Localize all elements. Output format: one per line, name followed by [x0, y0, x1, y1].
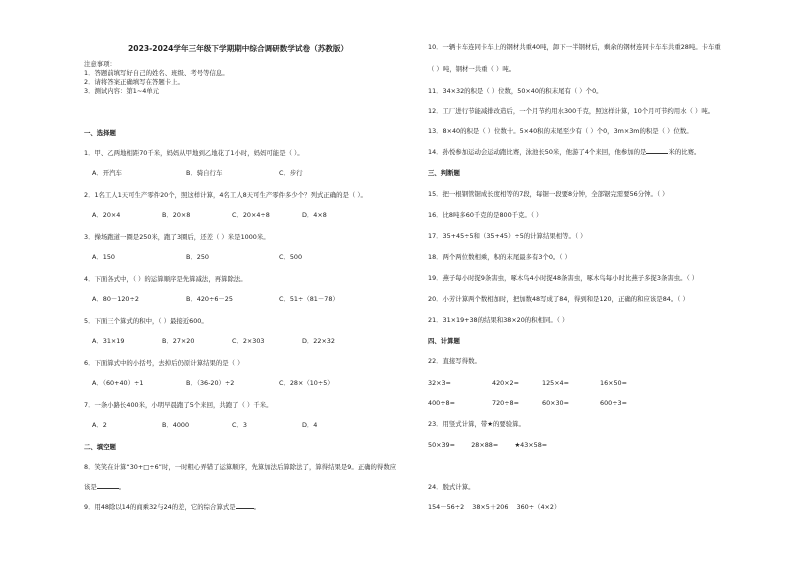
question-8-text: 该是	[84, 483, 97, 491]
option: B．20×8	[162, 211, 191, 219]
question-19: 19．燕子每小时捉9条害虫，啄木鸟4小时捉48条害虫，啄木鸟每小时比燕子多捉3条害虫。（ ）	[428, 274, 699, 282]
option: C．500	[279, 253, 303, 261]
question-7: 7．一条小路长400米，小明早晨跑了5个来回，共跑了（ ）千米。	[84, 401, 273, 409]
section-heading-fill: 二、填空题	[84, 443, 116, 451]
question-3: 3．操场跑道一圈是250米，跑了3圈后，还差（ ）米是1000米。	[84, 233, 270, 241]
question-24: 24．脱式计算。	[428, 483, 475, 491]
question-12: 12．工厂进行节能减排改造后，一个月节约用水300千克，照这样计算，10个月可节约用水（ ）吨。	[428, 107, 715, 115]
oral-calc-item: 60×30=	[542, 399, 569, 407]
question-10-cont: （ ）吨，钢材一共重（ ）吨。	[428, 65, 516, 73]
oral-calc-item: 16×50=	[600, 379, 627, 387]
question-16: 16．比8吨多60千克的是800千克。（ ）	[428, 211, 543, 219]
answer-blank[interactable]	[646, 153, 668, 154]
question-14-text: 14．孙悦参加运动会运动跑比赛，泳池长50米，他游了4个来回，他参加的是	[428, 148, 647, 156]
option: B．4000	[162, 421, 190, 429]
oral-calc-item: 720÷8=	[492, 399, 519, 407]
note-item: 3．测试内容：第1~4单元	[84, 87, 160, 95]
vertical-calc-items: 50×39= 28×88= ★43×58=	[428, 441, 548, 449]
question-22: 22．直接写得数。	[428, 357, 481, 365]
note-item: 1．答题前填写好自己的姓名、班级、考号等信息。	[84, 69, 229, 77]
question-20: 20．小芳计算两个数相加时，把加数48写成了84，得到和是120，正确的和应该是84。（ ）	[428, 295, 689, 303]
option: B．骑自行车	[186, 169, 223, 177]
option: A．（60+40）÷1	[92, 379, 144, 387]
option: C．3	[232, 421, 247, 429]
notes-heading: 注意事项：	[84, 60, 116, 68]
option: C．28×（10÷5）	[279, 379, 334, 387]
question-11: 11．34×32的积是（ ）位数，50×40的积末尾有（ ）个0。	[428, 87, 603, 95]
question-17: 17．35+45÷5和（35+45）÷5的计算结果相等。（ ）	[428, 232, 587, 240]
question-5: 5．下面三个算式的积中，（ ）最接近600。	[84, 317, 208, 325]
question-8: 8．笑笑在计算“30+□÷6”时，一时粗心弄错了运算顺序，先算加法后算除法了，算得结果是9。正确的得数应	[84, 463, 397, 471]
option: D．4	[302, 421, 318, 429]
question-14	[428, 149, 700, 157]
option: D．22×32	[302, 337, 335, 345]
question-14-end: 米的比赛。	[668, 148, 701, 156]
question-9-end: 。	[253, 503, 261, 511]
question-8-cont	[84, 484, 125, 492]
oral-calc-item: 420×2=	[492, 379, 519, 387]
option: B．（36-20）÷2	[186, 379, 235, 387]
question-13: 13．8×40的积是（ ）位数十。5×40积的末尾至少有（ ）个0，3m×3m的积是（ ）位数。	[428, 127, 693, 135]
section-heading-judge: 三、判断题	[428, 169, 460, 177]
option: C．51÷（81－78）	[279, 295, 339, 303]
oral-calc-item: 400÷8=	[428, 399, 455, 407]
question-10: 10．一辆卡车连同卡车上的钢材共重40吨，卸下一半钢材后，剩余的钢材连同卡车车共重28吨。卡车重	[428, 43, 721, 51]
option: C．2×303	[232, 337, 265, 345]
oral-calc-item: 600÷3=	[600, 399, 627, 407]
page-title: 2023-2024学年三年级下学期期中综合调研数学试卷（苏教版）	[128, 44, 349, 53]
question-18: 18．两个两位数相乘，积的末尾最多有3个0。（ ）	[428, 253, 571, 261]
answer-blank[interactable]	[97, 488, 119, 489]
oral-calc-item: 32×3=	[428, 379, 451, 387]
note-item: 2．请将答案正确填写在答题卡上。	[84, 78, 184, 86]
option: C．20×4÷8	[232, 211, 270, 219]
option: B．27×20	[162, 337, 195, 345]
question-23: 23．用竖式计算，带★的要验算。	[428, 420, 525, 428]
answer-blank[interactable]	[236, 508, 254, 509]
question-9	[84, 504, 260, 512]
option: A．开汽车	[92, 169, 122, 177]
question-15: 15．把一根钢管锯成长度相等的7段，每锯一段要8分钟，全部锯完需要56分钟。（ ）	[428, 190, 669, 198]
option: D．4×8	[302, 211, 327, 219]
section-heading-calc: 四、计算题	[428, 337, 460, 345]
section-heading-choice: 一、选择题	[84, 129, 116, 137]
option: A．150	[92, 253, 115, 261]
option: A．2	[92, 421, 107, 429]
question-21: 21．31×19+38的结果和38×20的积相同。（ ）	[428, 316, 569, 324]
question-8-end: 。	[118, 483, 126, 491]
question-9-text: 9．用48除以14的商乘32与24的差，它的综合算式是	[84, 503, 236, 511]
question-1: 1．甲、乙两地相距70千米，妈妈从甲地到乙地花了1小时，妈妈可能是（ ）。	[84, 149, 304, 157]
question-4: 4．下面各式中，（ ）的运算顺序是先算减法，再算除法。	[84, 275, 247, 283]
option: B．420÷6－25	[186, 295, 233, 303]
question-2: 2．1名工人1天可生产零件20个，照这样计算，4名工人8天可生产零件多少个？列式正确的是（ ）。	[84, 191, 367, 199]
step-calc-items: 154－56÷2 38×5＋206 360÷（4×2）	[428, 503, 561, 511]
option: A．80－120÷2	[92, 295, 139, 303]
oral-calc-item: 125×4=	[542, 379, 569, 387]
option: A．31×19	[92, 337, 125, 345]
option: B．250	[186, 253, 209, 261]
question-6: 6．下面算式中的小括号，去掉后仍原计算结果的是（ ）	[84, 359, 244, 367]
option: A．20×4	[92, 211, 121, 219]
option: C．步行	[279, 169, 303, 177]
